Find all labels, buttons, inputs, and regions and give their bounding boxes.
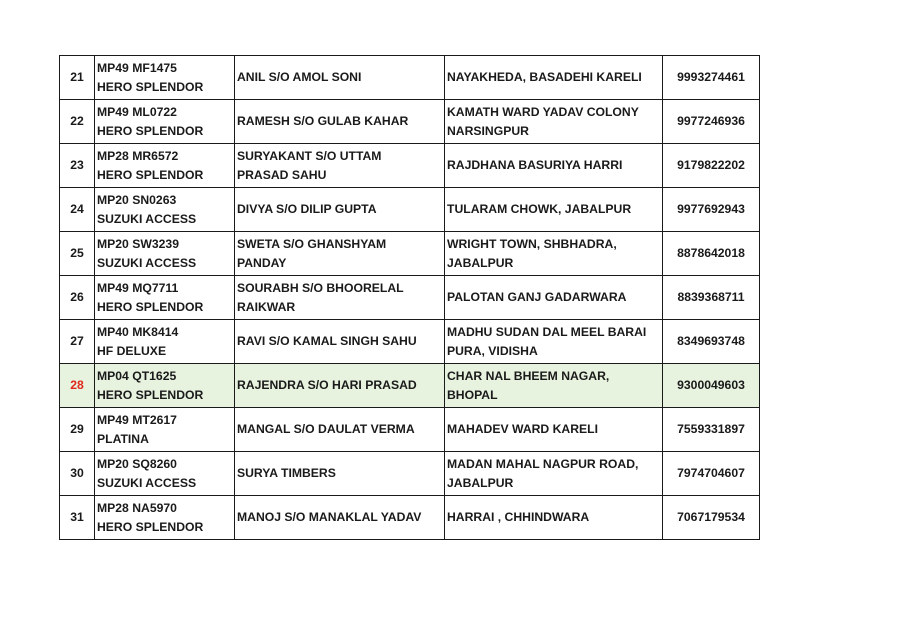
serial-number-cell <box>60 188 95 232</box>
vehicle-model: HF DELUXE <box>97 343 167 358</box>
owner-name-cell <box>235 188 445 232</box>
address-cell <box>445 320 663 364</box>
phone-cell <box>663 144 760 188</box>
vehicle-cell <box>95 100 235 144</box>
address-line: NAYAKHEDA, BASADEHI KARELI <box>447 70 642 84</box>
vehicle-cell <box>95 56 235 100</box>
vehicle-number: MP04 QT1625 <box>97 368 177 383</box>
owner-name-cell <box>235 100 445 144</box>
phone-cell <box>663 320 760 364</box>
owner-name-line: DIVYA S/O DILIP GUPTA <box>237 202 377 216</box>
owner-name-cell <box>235 364 445 408</box>
address-line: CHAR NAL BHEEM NAGAR, <box>447 368 610 383</box>
serial-number-cell <box>60 408 95 452</box>
serial-number-cell <box>60 276 95 320</box>
address-line: TULARAM CHOWK, JABALPUR <box>447 202 632 216</box>
phone-number: 9977692943 <box>677 202 745 216</box>
vehicle-cell <box>95 276 235 320</box>
address-line: RAJDHANA BASURIYA HARRI <box>447 158 623 172</box>
owner-name-cell <box>235 452 445 496</box>
address-cell <box>445 144 663 188</box>
address-cell <box>445 188 663 232</box>
owner-name-cell <box>235 56 445 100</box>
vehicle-model: SUZUKI ACCESS <box>97 211 197 226</box>
serial-number: 28 <box>70 378 84 392</box>
vehicle-model: SUZUKI ACCESS <box>97 475 197 490</box>
vehicle-model: HERO SPLENDOR <box>97 387 204 402</box>
vehicle-number: MP40 MK8414 <box>97 324 179 339</box>
table-row <box>60 276 760 320</box>
owner-name-cell <box>235 232 445 276</box>
owner-name-line: MANGAL S/O DAULAT VERMA <box>237 422 415 436</box>
phone-cell <box>663 56 760 100</box>
records-table <box>59 55 760 540</box>
address-cell <box>445 100 663 144</box>
table-row <box>60 56 760 100</box>
vehicle-cell <box>95 364 235 408</box>
address-line: BHOPAL <box>447 387 498 402</box>
serial-number-cell <box>60 232 95 276</box>
serial-number: 29 <box>70 422 84 436</box>
owner-name-cell <box>235 408 445 452</box>
vehicle-cell <box>95 144 235 188</box>
phone-number: 8349693748 <box>677 334 745 348</box>
owner-name-cell <box>235 496 445 540</box>
owner-name-line: RAJENDRA S/O HARI PRASAD <box>237 378 417 392</box>
serial-number: 31 <box>70 510 84 524</box>
address-line: PURA, VIDISHA <box>447 343 538 358</box>
address-line: WRIGHT TOWN, SHBHADRA, <box>447 236 617 251</box>
vehicle-model: SUZUKI ACCESS <box>97 255 197 270</box>
address-cell <box>445 452 663 496</box>
address-cell <box>445 276 663 320</box>
address-line: KAMATH WARD YADAV COLONY <box>447 104 639 119</box>
table-row <box>60 496 760 540</box>
vehicle-number: MP49 MF1475 <box>97 60 177 75</box>
phone-number: 9977246936 <box>677 114 745 128</box>
phone-cell <box>663 232 760 276</box>
table-row <box>60 452 760 496</box>
vehicle-cell <box>95 496 235 540</box>
owner-name-line: SURYAKANT S/O UTTAM <box>237 148 382 163</box>
vehicle-cell <box>95 452 235 496</box>
owner-name-cell <box>235 320 445 364</box>
vehicle-number: MP49 ML0722 <box>97 104 177 119</box>
phone-cell <box>663 408 760 452</box>
serial-number: 24 <box>70 202 84 216</box>
owner-name-cell <box>235 276 445 320</box>
table-row <box>60 364 760 408</box>
vehicle-cell <box>95 232 235 276</box>
vehicle-number: MP28 NA5970 <box>97 500 177 515</box>
serial-number: 27 <box>70 334 84 348</box>
address-line: NARSINGPUR <box>447 123 529 138</box>
vehicle-number: MP49 MT2617 <box>97 412 177 427</box>
vehicle-model: HERO SPLENDOR <box>97 79 204 94</box>
address-cell <box>445 232 663 276</box>
owner-name-line: ANIL S/O AMOL SONI <box>237 70 362 84</box>
vehicle-model: HERO SPLENDOR <box>97 167 204 182</box>
vehicle-model: HERO SPLENDOR <box>97 123 204 138</box>
phone-number: 9179822202 <box>677 158 745 172</box>
owner-name-line: MANOJ S/O MANAKLAL YADAV <box>237 510 422 524</box>
owner-name-line: RAMESH S/O GULAB KAHAR <box>237 114 409 128</box>
table-row <box>60 144 760 188</box>
phone-cell <box>663 364 760 408</box>
serial-number-cell <box>60 56 95 100</box>
phone-number: 7559331897 <box>677 422 745 436</box>
serial-number: 26 <box>70 290 84 304</box>
address-cell <box>445 408 663 452</box>
vehicle-number: MP20 SW3239 <box>97 236 179 251</box>
phone-cell <box>663 496 760 540</box>
vehicle-number: MP20 SQ8260 <box>97 456 177 471</box>
serial-number: 25 <box>70 246 84 260</box>
phone-number: 7974704607 <box>677 466 745 480</box>
vehicle-cell <box>95 320 235 364</box>
table-row <box>60 188 760 232</box>
serial-number: 21 <box>70 70 84 84</box>
phone-number: 9300049603 <box>677 378 745 392</box>
serial-number-cell <box>60 320 95 364</box>
records-table-body <box>60 56 760 540</box>
address-line: JABALPUR <box>447 255 514 270</box>
address-line: MAHADEV WARD KARELI <box>447 422 598 436</box>
table-row <box>60 408 760 452</box>
vehicle-number: MP28 MR6572 <box>97 148 179 163</box>
serial-number-cell <box>60 364 95 408</box>
serial-number: 23 <box>70 158 84 172</box>
vehicle-model: PLATINA <box>97 431 149 446</box>
owner-name-line: SOURABH S/O BHOORELAL <box>237 280 404 295</box>
owner-name-line: PRASAD SAHU <box>237 167 327 182</box>
serial-number: 22 <box>70 114 84 128</box>
owner-name-line: SWETA S/O GHANSHYAM <box>237 236 387 251</box>
address-cell <box>445 496 663 540</box>
owner-name-cell <box>235 144 445 188</box>
phone-number: 7067179534 <box>677 510 745 524</box>
address-cell <box>445 56 663 100</box>
vehicle-number: MP49 MQ7711 <box>97 280 179 295</box>
owner-name-line: PANDAY <box>237 255 287 270</box>
address-line: HARRAI , CHHINDWARA <box>447 510 590 524</box>
owner-name-line: SURYA TIMBERS <box>237 466 336 480</box>
phone-number: 8878642018 <box>677 246 745 260</box>
serial-number-cell <box>60 100 95 144</box>
serial-number-cell <box>60 144 95 188</box>
phone-cell <box>663 276 760 320</box>
owner-name-line: RAVI S/O KAMAL SINGH SAHU <box>237 334 417 348</box>
phone-cell <box>663 188 760 232</box>
address-cell <box>445 364 663 408</box>
owner-name-line: RAIKWAR <box>237 299 296 314</box>
address-line: PALOTAN GANJ GADARWARA <box>447 290 627 304</box>
vehicle-model: HERO SPLENDOR <box>97 519 204 534</box>
serial-number: 30 <box>70 466 84 480</box>
address-line: JABALPUR <box>447 475 514 490</box>
phone-number: 8839368711 <box>677 290 745 304</box>
serial-number-cell <box>60 496 95 540</box>
table-row <box>60 100 760 144</box>
address-line: MADHU SUDAN DAL MEEL BARAI <box>447 324 647 339</box>
vehicle-cell <box>95 188 235 232</box>
table-row <box>60 232 760 276</box>
vehicle-number: MP20 SN0263 <box>97 192 177 207</box>
table-row <box>60 320 760 364</box>
serial-number-cell <box>60 452 95 496</box>
vehicle-model: HERO SPLENDOR <box>97 299 204 314</box>
address-line: MADAN MAHAL NAGPUR ROAD, <box>447 456 639 471</box>
phone-number: 9993274461 <box>677 70 745 84</box>
vehicle-cell <box>95 408 235 452</box>
phone-cell <box>663 452 760 496</box>
phone-cell <box>663 100 760 144</box>
